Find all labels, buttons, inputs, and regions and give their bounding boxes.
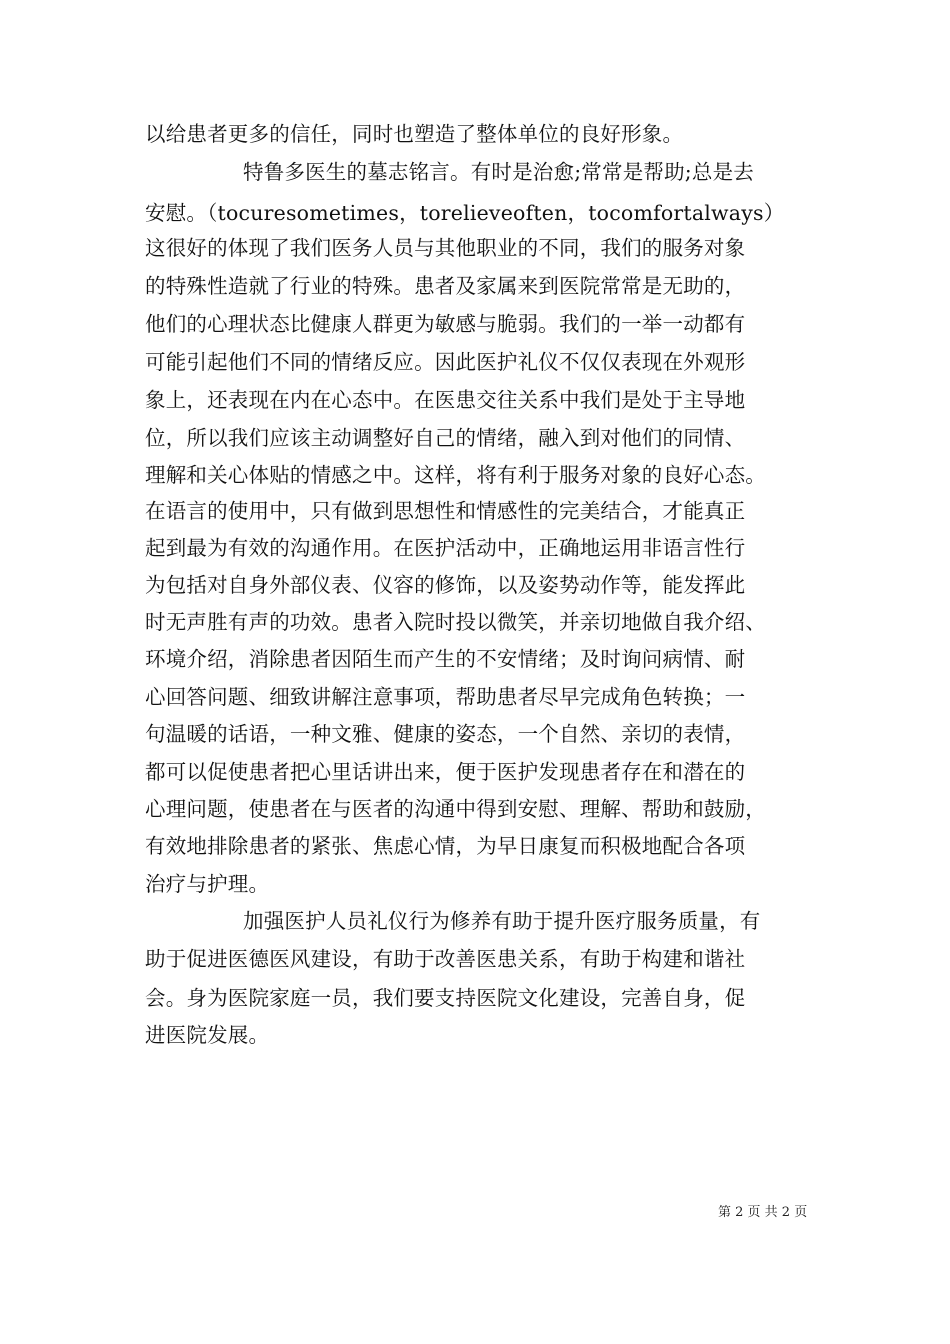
paragraph-line: 会。身为医院家庭一员，我们要支持医院文化建设，完善自身，促 (145, 986, 746, 1010)
paragraph-line: 他们的心理状态比健康人群更为敏感与脆弱。我们的一举一动都有 (145, 312, 746, 336)
paragraph-line: 句温暖的话语，一种文雅、健康的姿态，一个自然、亲切的表情， (145, 722, 746, 746)
paragraph-line: 有效地排除患者的紧张、焦虑心情，为早日康复而积极地配合各项 (145, 834, 746, 858)
paragraph-line: 加强医护人员礼仪行为修养有助于提升医疗服务质量，有 (243, 909, 761, 933)
paragraph-line: 可能引起他们不同的情绪反应。因此医护礼仪不仅仅表现在外观形 (145, 350, 746, 374)
paragraph-line: 以给患者更多的信任，同时也塑造了整体单位的良好形象。 (145, 122, 684, 146)
paragraph-line: 都可以促使患者把心里话讲出来，便于医护发现患者存在和潜在的 (145, 760, 746, 784)
paragraph-line: 环境介绍，消除患者因陌生而产生的不安情绪；及时询问病情、耐 (145, 647, 746, 671)
paragraph-line: 进医院发展。 (145, 1023, 270, 1047)
paragraph-line: 理解和关心体贴的情感之中。这样，将有利于服务对象的良好心态。 (145, 463, 766, 487)
paragraph-line: 安慰。（tocuresometimes，torelieveoften，tocomfortalways） (145, 201, 785, 225)
paragraph-line: 治疗与护理。 (145, 872, 270, 896)
paragraph-line: 位，所以我们应该主动调整好自己的情绪，融入到对他们的同情、 (145, 426, 746, 450)
paragraph-line: 的特殊性造就了行业的特殊。患者及家属来到医院常常是无助的， (145, 274, 746, 298)
paragraph-line: 特鲁多医生的墓志铭言。有时是治愈;常常是帮助;总是去 (243, 160, 755, 184)
page-number-footer: 第 2 页 共 2 页 (718, 1205, 808, 1220)
paragraph-line: 这很好的体现了我们医务人员与其他职业的不同，我们的服务对象 (145, 236, 746, 260)
paragraph-line: 助于促进医德医风建设，有助于改善医患关系，有助于构建和谐社 (145, 947, 746, 971)
paragraph-line: 象上，还表现在内在心态中。在医患交往关系中我们是处于主导地 (145, 388, 746, 412)
paragraph-line: 心回答问题、细致讲解注意事项，帮助患者尽早完成角色转换；一 (145, 685, 746, 709)
paragraph-line: 起到最为有效的沟通作用。在医护活动中，正确地运用非语言性行 (145, 536, 746, 560)
paragraph-line: 在语言的使用中，只有做到思想性和情感性的完美结合，才能真正 (145, 499, 746, 523)
paragraph-line: 时无声胜有声的功效。患者入院时投以微笑，并亲切地做自我介绍、 (145, 610, 766, 634)
paragraph-line: 为包括对自身外部仪表、仪容的修饰，以及姿势动作等，能发挥此 (145, 573, 746, 597)
paragraph-line: 心理问题，使患者在与医者的沟通中得到安慰、理解、帮助和鼓励， (145, 797, 766, 821)
